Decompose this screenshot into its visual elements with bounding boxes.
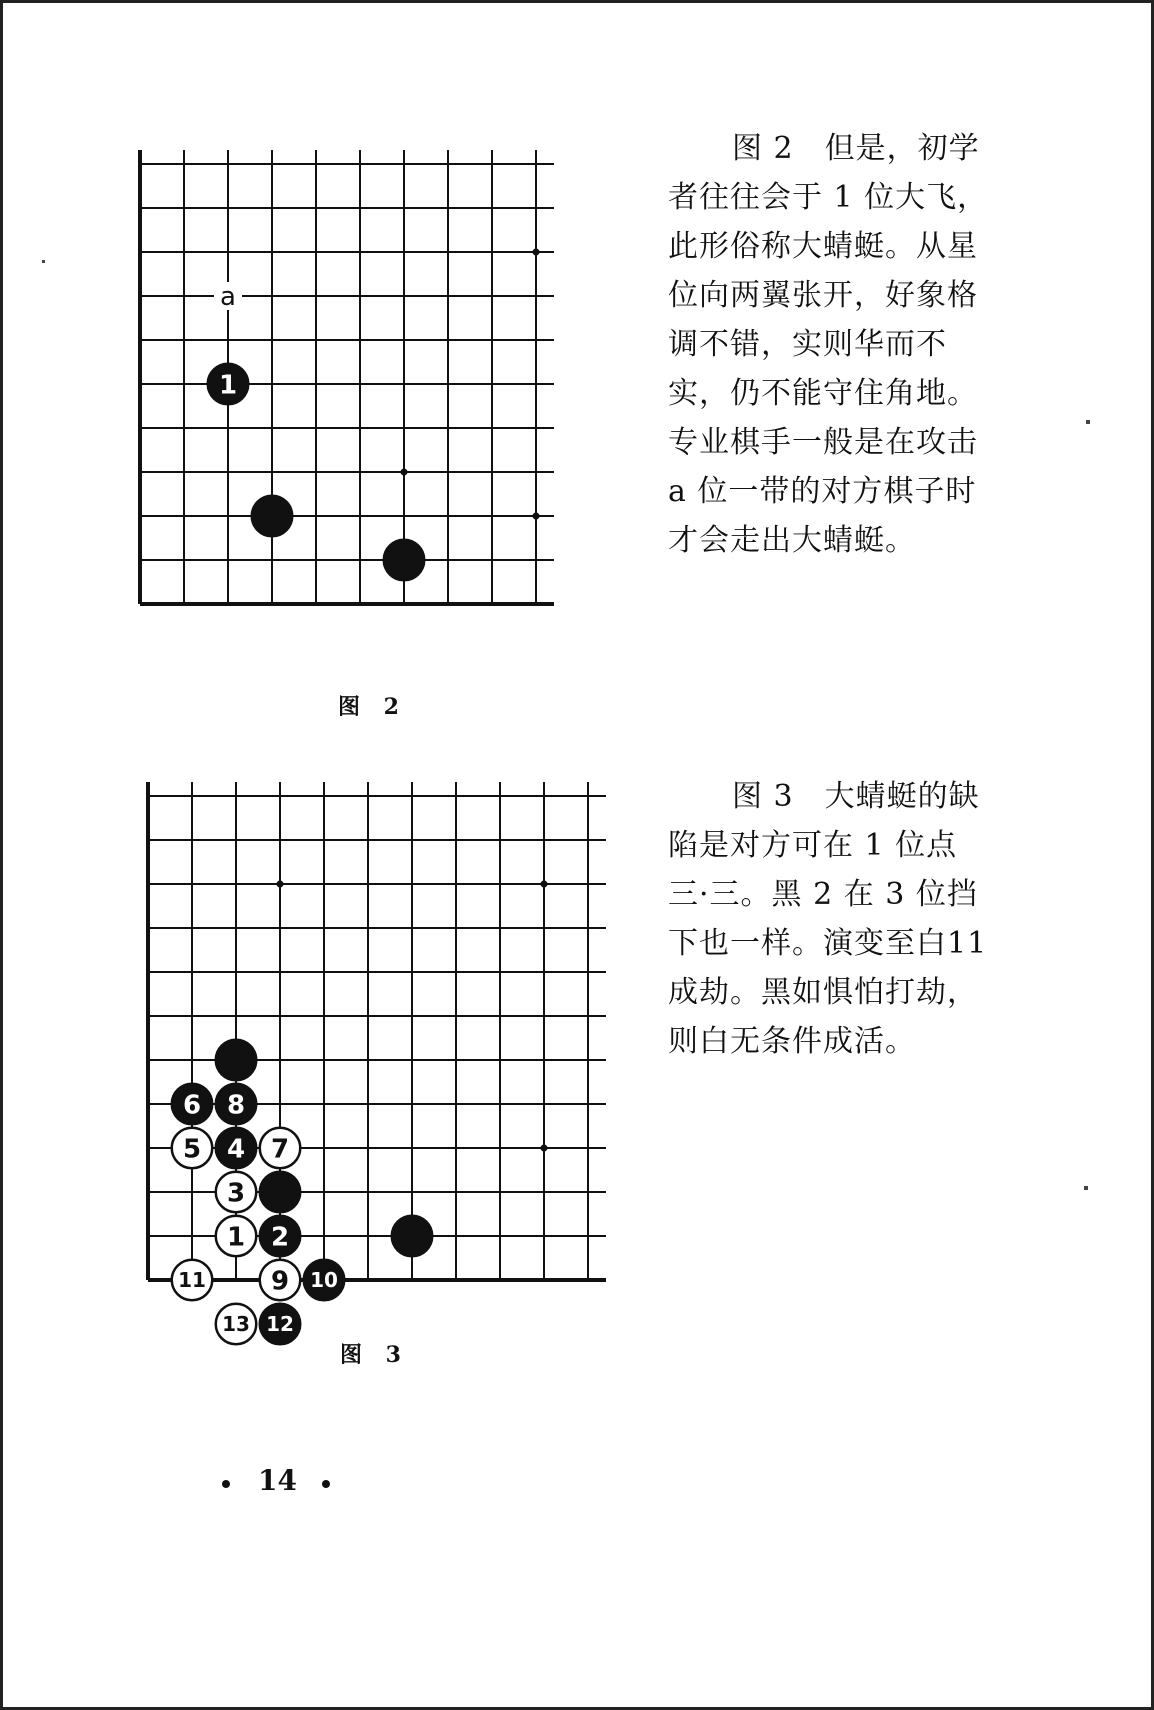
- text-line: 图 2 但是，初学: [732, 131, 980, 166]
- star-point: [541, 881, 548, 888]
- board-3-svg: [140, 772, 640, 1337]
- text-line: 调不错，实则华而不: [668, 327, 947, 362]
- stone-move-number: 8: [226, 1090, 246, 1121]
- text-line: 陷是对方可在 1 位点: [668, 828, 958, 863]
- text-line: 成劫。黑如惧怕打劫，: [668, 975, 978, 1010]
- board-2-svg: [128, 140, 588, 660]
- go-board-diagram-2: [128, 140, 588, 660]
- star-point: [401, 469, 408, 476]
- black-stone: [216, 1040, 256, 1080]
- scan-speck: [42, 260, 45, 263]
- diagram-2-description: [668, 124, 1018, 565]
- stone-move-number: 10: [310, 1268, 338, 1293]
- page-number-right-dot: [322, 1480, 330, 1488]
- point-label-a: a: [220, 282, 236, 312]
- text-line: 三·三。黑 2 在 3 位挡: [668, 877, 978, 912]
- stone-move-number: 9: [270, 1266, 290, 1297]
- diagram-3-description: [668, 772, 1018, 1066]
- stone-move-number: 1: [226, 1222, 246, 1253]
- board-grid: [140, 150, 554, 604]
- scan-speck: [1086, 420, 1090, 424]
- stone-move-number: 13: [222, 1312, 250, 1337]
- black-stone: [260, 1172, 300, 1212]
- text-line: 图 3 大蜻蜓的缺: [732, 779, 980, 814]
- text-line: 则白无条件成活。: [668, 1024, 916, 1059]
- text-line: 才会走出大蜻蜓。: [668, 523, 916, 558]
- star-point: [533, 249, 540, 256]
- star-point: [277, 881, 284, 888]
- text-line: 专业棋手一般是在攻击: [668, 425, 978, 460]
- black-stone: [252, 496, 292, 536]
- page-number-left-dot: [222, 1480, 230, 1488]
- scan-speck: [1084, 1186, 1088, 1190]
- board-grid: [148, 782, 606, 1280]
- text-line: 者往往会于 1 位大飞，: [668, 180, 989, 215]
- diagram-3-caption: 图 3: [340, 1342, 409, 1368]
- black-stone: [384, 540, 424, 580]
- text-line: a 位一带的对方棋子时: [668, 474, 977, 509]
- black-stone: [392, 1216, 432, 1256]
- star-point: [541, 1145, 548, 1152]
- diagram-2-caption: 图 2: [338, 694, 407, 720]
- page-number: 14: [258, 1464, 297, 1497]
- text-line: 此形俗称大蜻蜓。从星: [668, 229, 978, 264]
- stone-move-number: 7: [270, 1134, 290, 1165]
- stone-move-number: 6: [182, 1090, 202, 1121]
- stone-move-number: 2: [270, 1222, 290, 1253]
- go-board-diagram-3: [140, 772, 640, 1337]
- stone-move-number: 5: [182, 1134, 202, 1165]
- star-point: [533, 513, 540, 520]
- text-line: 位向两翼张开，好象格: [668, 278, 978, 313]
- text-line: 实，仍不能守住角地。: [668, 376, 978, 411]
- text-line: 下也一样。演变至白11: [668, 926, 988, 961]
- stone-move-number: 1: [218, 370, 238, 401]
- stone-move-number: 3: [226, 1178, 246, 1209]
- stone-move-number: 4: [226, 1134, 246, 1165]
- stone-move-number: 11: [178, 1268, 206, 1293]
- stone-move-number: 12: [266, 1312, 294, 1337]
